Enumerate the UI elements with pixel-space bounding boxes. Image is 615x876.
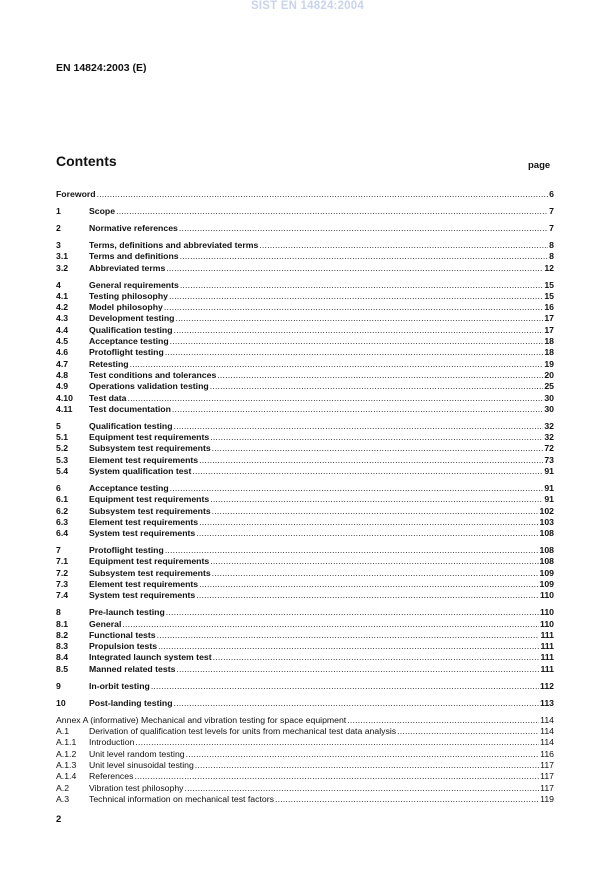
toc-entry[interactable] xyxy=(56,381,554,392)
toc-entry-title: Terms, definitions and abbreviated terms xyxy=(89,239,259,250)
toc-entry-title: Operations validation testing xyxy=(89,381,209,392)
toc-leader-dots xyxy=(196,590,539,601)
toc-entry[interactable] xyxy=(56,404,554,415)
toc-entry[interactable] xyxy=(56,443,554,454)
toc-leader-dots xyxy=(259,240,548,251)
toc-entry[interactable] xyxy=(56,240,554,251)
toc-entry[interactable] xyxy=(56,189,554,200)
toc-leader-dots xyxy=(195,760,539,771)
toc-entry-page: 117 xyxy=(540,771,554,782)
toc-entry-number: 6.2 xyxy=(56,505,69,516)
toc-entry-number: A.1.2 xyxy=(56,748,77,759)
toc-entry-number: 5.4 xyxy=(56,465,69,476)
toc-entry-page: 103 xyxy=(539,516,554,527)
toc-entry-title: Testing philosophy xyxy=(89,290,168,301)
toc-leader-dots xyxy=(134,771,539,782)
toc-entry-title: Post-landing testing xyxy=(89,697,173,708)
toc-leader-dots xyxy=(165,545,539,556)
toc-entry-number: 4.11 xyxy=(56,403,73,414)
toc-entry-number: 8.4 xyxy=(56,652,69,663)
toc-entry-page: 111 xyxy=(540,663,554,674)
toc-entry-number: 4.8 xyxy=(56,369,69,380)
toc-entry[interactable] xyxy=(56,370,554,381)
toc-leader-dots xyxy=(212,506,539,517)
toc-entry-number: 5.3 xyxy=(56,454,69,465)
toc-entry-number: 4 xyxy=(56,279,61,290)
toc-entry[interactable] xyxy=(56,280,554,291)
toc-leader-dots xyxy=(196,528,538,539)
toc-entry[interactable] xyxy=(56,630,554,641)
toc-leader-dots xyxy=(199,517,538,528)
toc-entry-page: 109 xyxy=(539,567,554,578)
toc-leader-dots xyxy=(174,325,544,336)
toc-entry-title: Abbreviated terms xyxy=(89,262,166,273)
toc-entry-title: System test requirements xyxy=(89,590,196,601)
toc-entry-page: 17 xyxy=(544,324,554,335)
toc-entry[interactable] xyxy=(56,291,554,302)
toc-entry-page: 114 xyxy=(540,726,554,737)
toc-entry-number: 3.2 xyxy=(56,262,69,273)
toc-entry[interactable] xyxy=(56,641,554,652)
toc-entry-title: Integrated launch system test xyxy=(89,652,212,663)
toc-entry-title: System test requirements xyxy=(89,528,196,539)
toc-entry-number: 4.10 xyxy=(56,392,73,403)
toc-entry-number: 4.7 xyxy=(56,358,69,369)
toc-leader-dots xyxy=(347,715,539,726)
toc-entry-title: Equipment test requirements xyxy=(89,432,210,443)
toc-entry-number: 2 xyxy=(56,222,61,233)
toc-entry-page: 114 xyxy=(540,737,554,748)
toc-entry-title: Equipment test requirements xyxy=(89,494,210,505)
toc-entry-title: System qualification test xyxy=(89,465,192,476)
toc-entry-page: 111 xyxy=(540,652,554,663)
toc-entry-number: 9 xyxy=(56,680,61,691)
toc-entry-title: Development testing xyxy=(89,313,175,324)
toc-entry-page: 111 xyxy=(540,629,554,640)
toc-entry-title: Subsystem test requirements xyxy=(89,505,211,516)
toc-entry[interactable] xyxy=(56,726,554,737)
toc-entry-number: 7.3 xyxy=(56,579,69,590)
toc-entry[interactable] xyxy=(56,325,554,336)
toc-entry-page: 114 xyxy=(540,714,554,725)
toc-entry-number: 8.3 xyxy=(56,641,69,652)
toc-entry[interactable] xyxy=(56,455,554,466)
toc-entry-page: 102 xyxy=(539,505,554,516)
toc-entry-title: Element test requirements xyxy=(89,454,199,465)
toc-entry-number: 8.2 xyxy=(56,629,69,640)
toc-entry-page: 18 xyxy=(544,336,554,347)
toc-entry-number: 10 xyxy=(56,697,66,708)
toc-entry-number: 5.2 xyxy=(56,443,69,454)
toc-leader-dots xyxy=(169,291,543,302)
toc-entry[interactable] xyxy=(56,590,554,601)
toc-leader-dots xyxy=(166,607,539,618)
toc-leader-dots xyxy=(180,280,544,291)
toc-entry-title: Retesting xyxy=(89,358,129,369)
toc-leader-dots xyxy=(166,263,543,274)
toc-leader-dots xyxy=(199,455,543,466)
toc-entry-page: 73 xyxy=(544,454,554,465)
toc-entry-number: 7.4 xyxy=(56,590,69,601)
toc-entry-page: 8 xyxy=(549,251,554,262)
toc-leader-dots xyxy=(212,443,544,454)
toc-leader-dots xyxy=(122,619,539,630)
toc-entry-page: 12 xyxy=(544,262,554,273)
toc-entry-page: 91 xyxy=(544,465,554,476)
toc-entry[interactable] xyxy=(56,652,554,663)
toc-entry-page: 7 xyxy=(549,205,554,216)
toc-entry-number: 8 xyxy=(56,607,61,618)
watermark: SIST EN 14824:2004 xyxy=(251,0,364,12)
toc-entry-page: 110 xyxy=(539,618,554,629)
toc-entry-title: Foreword xyxy=(56,189,96,199)
toc-leader-dots xyxy=(164,302,543,313)
toc-leader-dots xyxy=(210,381,544,392)
toc-leader-dots xyxy=(397,726,539,737)
toc-entry-page: 91 xyxy=(544,482,554,493)
table-of-contents xyxy=(56,189,554,805)
toc-entry[interactable] xyxy=(56,681,554,692)
toc-entry-title: Element test requirements xyxy=(89,579,199,590)
toc-entry[interactable] xyxy=(56,528,554,539)
toc-entry[interactable] xyxy=(56,336,554,347)
toc-entry-number: 6.3 xyxy=(56,516,69,527)
toc-entry-title: Pre-launch testing xyxy=(89,607,165,618)
toc-entry[interactable] xyxy=(56,421,554,432)
toc-leader-dots xyxy=(158,641,539,652)
toc-leader-dots xyxy=(151,681,539,692)
toc-entry[interactable] xyxy=(56,494,554,505)
toc-entry-page: 30 xyxy=(544,392,554,403)
toc-leader-dots xyxy=(199,579,538,590)
toc-entry-title: Annex A (informative) Mechanical and vibration testing for space equipment xyxy=(56,714,347,725)
toc-entry-page: 19 xyxy=(544,358,554,369)
toc-entry[interactable] xyxy=(56,794,554,805)
toc-leader-dots xyxy=(185,783,540,794)
toc-entry[interactable] xyxy=(56,607,554,618)
toc-entry-page: 15 xyxy=(544,290,554,301)
toc-entry[interactable] xyxy=(56,347,554,358)
toc-entry-page: 119 xyxy=(540,793,554,804)
toc-leader-dots xyxy=(165,347,544,358)
toc-entry-title: Functional tests xyxy=(89,629,156,640)
toc-entry-number: 7.1 xyxy=(56,556,69,567)
toc-leader-dots xyxy=(213,652,540,663)
toc-leader-dots xyxy=(170,336,544,347)
toc-entry-title: Vibration test philosophy xyxy=(89,782,184,793)
toc-entry[interactable] xyxy=(56,466,554,477)
page-number: 2 xyxy=(56,814,62,825)
toc-entry-number: A.3 xyxy=(56,793,70,804)
toc-entry-title: Derivation of qualification test levels for units from mechanical test data analysis xyxy=(89,726,397,737)
contents-title: Contents xyxy=(56,153,117,169)
toc-entry-number: 4.4 xyxy=(56,324,69,335)
toc-entry-number: 6 xyxy=(56,482,61,493)
toc-entry-title: In-orbit testing xyxy=(89,680,150,691)
toc-entry-number: 4.2 xyxy=(56,302,69,313)
toc-entry-title: Acceptance testing xyxy=(89,482,169,493)
toc-entry-number: 8.1 xyxy=(56,618,69,629)
toc-entry-number: A.1 xyxy=(56,726,70,737)
toc-entry[interactable] xyxy=(56,223,554,234)
toc-entry-page: 116 xyxy=(540,748,554,759)
toc-entry-page: 117 xyxy=(540,759,554,770)
toc-entry-page: 7 xyxy=(549,222,554,233)
toc-entry-number: 4.6 xyxy=(56,347,69,358)
toc-entry-page: 32 xyxy=(544,432,554,443)
toc-entry[interactable] xyxy=(56,760,554,771)
toc-entry-number: 7 xyxy=(56,545,61,556)
toc-entry[interactable] xyxy=(56,313,554,324)
toc-entry-page: 6 xyxy=(549,189,554,199)
toc-leader-dots xyxy=(170,483,544,494)
toc-entry-title: Qualification testing xyxy=(89,324,173,335)
toc-leader-dots xyxy=(180,251,549,262)
toc-entry[interactable] xyxy=(56,251,554,262)
toc-entry[interactable] xyxy=(56,664,554,675)
toc-leader-dots xyxy=(130,359,544,370)
toc-entry-title: Manned related tests xyxy=(89,663,176,674)
toc-leader-dots xyxy=(128,393,544,404)
toc-leader-dots xyxy=(116,206,548,217)
toc-entry-title: Normative references xyxy=(89,222,178,233)
toc-entry-number: 8.5 xyxy=(56,663,69,674)
toc-leader-dots xyxy=(210,432,543,443)
toc-entry-title: Unit level sinusoidal testing xyxy=(89,759,194,770)
toc-entry[interactable] xyxy=(56,783,554,794)
toc-entry-number: 3.1 xyxy=(56,251,69,262)
toc-entry-title: Subsystem test requirements xyxy=(89,567,211,578)
toc-entry[interactable] xyxy=(56,568,554,579)
toc-leader-dots xyxy=(179,223,548,234)
toc-entry-page: 72 xyxy=(544,443,554,454)
toc-entry[interactable] xyxy=(56,483,554,494)
toc-entry-title: Introduction xyxy=(89,737,135,748)
toc-entry[interactable] xyxy=(56,619,554,630)
toc-entry-page: 8 xyxy=(549,239,554,250)
toc-entry-number: 4.1 xyxy=(56,290,69,301)
toc-entry-page: 20 xyxy=(544,369,554,380)
toc-entry-title: Element test requirements xyxy=(89,516,199,527)
toc-entry-number: 4.9 xyxy=(56,381,69,392)
toc-entry-number: 5.1 xyxy=(56,432,69,443)
toc-leader-dots xyxy=(217,370,543,381)
toc-entry[interactable] xyxy=(56,771,554,782)
toc-entry-page: 110 xyxy=(539,607,554,618)
toc-entry-number: 3 xyxy=(56,239,61,250)
toc-leader-dots xyxy=(174,421,544,432)
toc-entry-page: 91 xyxy=(544,494,554,505)
toc-entry[interactable] xyxy=(56,302,554,313)
toc-entry-page: 30 xyxy=(544,403,554,414)
toc-entry-title: Propulsion tests xyxy=(89,641,158,652)
toc-entry[interactable] xyxy=(56,737,554,748)
toc-entry-page: 108 xyxy=(539,545,554,556)
toc-entry-title: General xyxy=(89,618,122,629)
toc-entry-number: 7.2 xyxy=(56,567,69,578)
toc-entry[interactable] xyxy=(56,263,554,274)
toc-entry[interactable] xyxy=(56,432,554,443)
toc-entry[interactable] xyxy=(56,556,554,567)
toc-entry-page: 108 xyxy=(539,528,554,539)
document-id: EN 14824:2003 (E) xyxy=(56,62,147,74)
toc-entry-page: 16 xyxy=(544,302,554,313)
toc-leader-dots xyxy=(192,466,543,477)
toc-entry-title: General requirements xyxy=(89,279,179,290)
toc-entry-title: Unit level random testing xyxy=(89,748,185,759)
toc-entry-page: 15 xyxy=(544,279,554,290)
toc-leader-dots xyxy=(212,568,539,579)
toc-entry[interactable] xyxy=(56,506,554,517)
toc-entry-page: 111 xyxy=(540,641,554,652)
toc-entry-page: 17 xyxy=(544,313,554,324)
toc-entry[interactable] xyxy=(56,715,554,726)
toc-entry-page: 112 xyxy=(539,680,554,691)
toc-entry-title: Equipment test requirements xyxy=(89,556,210,567)
toc-leader-dots xyxy=(157,630,540,641)
toc-entry-title: Subsystem test requirements xyxy=(89,443,211,454)
toc-entry-title: Terms and definitions xyxy=(89,251,179,262)
toc-leader-dots xyxy=(174,698,539,709)
toc-entry-title: Test conditions and tolerances xyxy=(89,369,217,380)
toc-leader-dots xyxy=(97,189,549,200)
toc-entry-title: Protoflight testing xyxy=(89,347,164,358)
toc-entry-page: 108 xyxy=(539,556,554,567)
toc-entry-title: Acceptance testing xyxy=(89,336,169,347)
page-column-label: page xyxy=(528,160,551,171)
toc-entry[interactable] xyxy=(56,393,554,404)
toc-entry-title: References xyxy=(89,771,134,782)
toc-entry[interactable] xyxy=(56,698,554,709)
toc-entry-page: 18 xyxy=(544,347,554,358)
toc-entry-page: 109 xyxy=(539,579,554,590)
toc-entry-title: Qualification testing xyxy=(89,420,173,431)
toc-entry-page: 117 xyxy=(540,782,554,793)
toc-entry-title: Scope xyxy=(89,205,116,216)
toc-leader-dots xyxy=(186,749,540,760)
toc-entry[interactable] xyxy=(56,206,554,217)
toc-entry-title: Technical information on mechanical test factors xyxy=(89,793,274,804)
toc-entry-page: 32 xyxy=(544,420,554,431)
toc-entry-page: 25 xyxy=(544,381,554,392)
toc-entry-number: 6.4 xyxy=(56,528,69,539)
toc-leader-dots xyxy=(210,556,538,567)
toc-entry-title: Test documentation xyxy=(89,403,171,414)
toc-entry-number: 5 xyxy=(56,420,61,431)
toc-entry-page: 110 xyxy=(539,590,554,601)
toc-entry-number: 4.3 xyxy=(56,313,69,324)
toc-entry-title: Model philosophy xyxy=(89,302,163,313)
toc-entry-number: 1 xyxy=(56,205,61,216)
toc-entry-number: A.1.1 xyxy=(56,737,77,748)
toc-entry[interactable] xyxy=(56,545,554,556)
toc-leader-dots xyxy=(210,494,543,505)
toc-leader-dots xyxy=(135,737,539,748)
toc-entry-number: A.2 xyxy=(56,782,70,793)
toc-entry-number: 4.5 xyxy=(56,336,69,347)
toc-entry-page: 113 xyxy=(539,697,554,708)
toc-entry-number: A.1.3 xyxy=(56,759,77,770)
toc-entry-title: Test data xyxy=(89,392,127,403)
toc-entry[interactable] xyxy=(56,359,554,370)
toc-leader-dots xyxy=(176,664,539,675)
toc-leader-dots xyxy=(172,404,543,415)
toc-entry-number: 6.1 xyxy=(56,494,69,505)
toc-leader-dots xyxy=(175,313,543,324)
toc-entry-number: A.1.4 xyxy=(56,771,77,782)
toc-entry[interactable] xyxy=(56,749,554,760)
toc-entry[interactable] xyxy=(56,517,554,528)
toc-entry[interactable] xyxy=(56,579,554,590)
toc-entry-title: Protoflight testing xyxy=(89,545,164,556)
toc-leader-dots xyxy=(275,794,539,805)
